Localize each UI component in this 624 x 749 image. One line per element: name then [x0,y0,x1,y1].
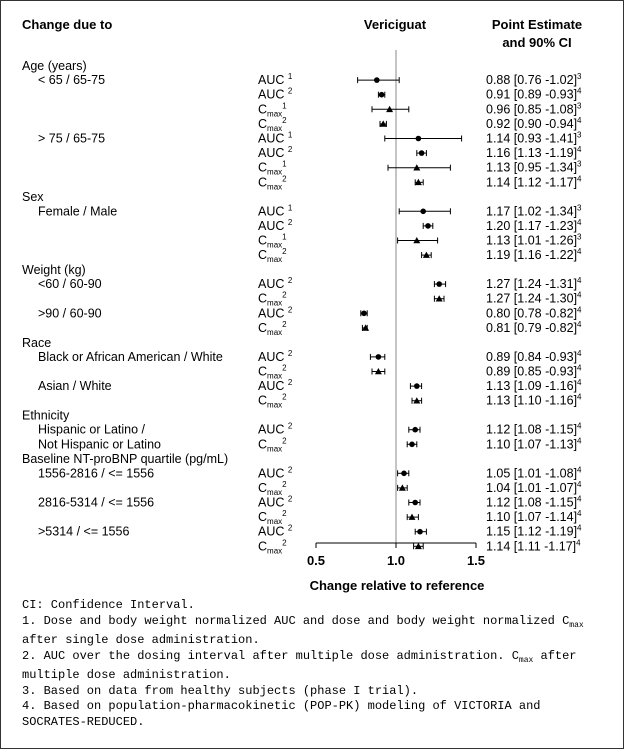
estimate-text: 0.91 [0.89 -0.93]$^4$ [486,86,582,102]
subgroup-label: >90 / 60-90 [38,306,102,321]
metric-label: $C_{max}^2$ [258,174,287,192]
point-estimate-dot [409,442,415,448]
group-label: Weight (kg) [22,263,86,277]
estimate-text: 0.88 [0.76 -1.02]$^3$ [486,72,582,88]
footnotes [22,598,612,730]
footnote-4: 4. Based on population-pharmacokinetic (POP-PK) modeling of VICTORIA and SOCRATES-REDUCED. [22,699,548,729]
x-tick-label: 1.5 [466,553,486,568]
point-estimate-dot [361,311,367,317]
subgroup-label-2: Not Hispanic or Latino [38,437,161,452]
metric-label: $C_{max}^2$ [258,538,287,556]
point-estimate-dot [374,77,380,83]
metric-label: AUC $^2$ [258,217,293,233]
point-estimate-dot [419,150,425,156]
header-change-due-to: Change due to [22,17,113,32]
estimate-text: 1.10 [1.07 -1.13]$^4$ [486,436,582,452]
estimate-text: 1.16 [1.13 -1.19]$^4$ [486,145,582,161]
estimate-text: 1.13 [0.95 -1.34]$^3$ [486,159,582,175]
point-estimate-dot [417,529,423,535]
metric-label: AUC $^2$ [258,145,293,161]
group-label: Sex [22,190,44,205]
subgroup-label: <60 / 60-90 [38,277,102,292]
subgroup-label: > 75 / 65-75 [38,131,106,146]
estimate-text: 1.14 [1.12 -1.17]$^4$ [486,174,582,190]
estimate-text: 1.12 [1.08 -1.15]$^4$ [486,421,582,437]
header-vericiguat: Vericiguat [363,17,427,32]
metric-label: AUC $^2$ [258,305,293,321]
metric-label: $C_{max}^2$ [258,319,287,337]
estimate-text: 0.92 [0.90 -0.94]$^4$ [486,115,582,131]
footnote-ci: CI: Confidence Interval. [22,598,195,612]
metric-label: $C_{max}^2$ [258,247,287,265]
estimate-text: 0.89 [0.85 -0.93]$^4$ [486,363,582,379]
subgroup-label: 1556-2816 / <= 1556 [38,466,155,481]
estimate-text: 1.13 [1.01 -1.26]$^3$ [486,232,582,248]
subgroup-label: Hispanic or Latino / [38,422,146,437]
estimate-text: 1.14 [1.11 -1.17]$^4$ [486,538,581,554]
metric-label: $C_{max}^2$ [258,115,287,133]
estimate-text: 1.04 [1.01 -1.07]$^4$ [486,479,582,495]
x-tick-label: 1.0 [386,553,406,568]
metric-label: $C_{max}^2$ [258,363,287,381]
metric-label: AUC $^2$ [258,421,293,437]
estimate-text: 1.10 [1.07 -1.14]$^4$ [486,509,582,525]
group-label: Race [22,335,52,350]
estimate-text: 1.17 [1.02 -1.34]$^3$ [486,203,582,219]
point-estimate-dot [412,427,418,433]
metric-label: AUC $^2$ [258,523,293,539]
estimate-text: 0.96 [0.85 -1.08]$^3$ [486,101,582,117]
point-estimate-dot [425,223,431,229]
subgroup-label: Female / Male [38,204,118,219]
metric-label: AUC $^1$ [258,72,293,88]
subgroup-label: 2816-5314 / <= 1556 [38,495,155,510]
metric-label: $C_{max}^1$ [258,101,287,119]
metric-label: AUC $^2$ [258,276,293,292]
metric-label: $C_{max}^2$ [258,479,287,497]
estimate-text: 0.81 [0.79 -0.82]$^4$ [486,319,582,335]
footnote-2: 2. AUC over the dosing interval after multiple dose administration. $C_{max}$ after multiple dose administration. [22,648,584,682]
estimate-text: 1.14 [0.93 -1.41]$^3$ [486,130,582,146]
metric-label: AUC $^2$ [258,348,293,364]
metric-label: $C_{max}^2$ [258,290,287,308]
metric-label: $C_{max}^1$ [258,159,287,177]
x-axis-label: Change relative to reference [309,578,485,593]
estimate-text: 1.13 [1.10 -1.16]$^4$ [486,392,582,408]
header-ci: and 90% CI [502,35,572,50]
point-estimate-dot [412,500,418,506]
estimate-text: 1.05 [1.01 -1.08]$^4$ [486,465,582,481]
metric-label: AUC $^2$ [258,86,293,102]
estimate-text: 1.15 [1.12 -1.19]$^4$ [486,523,582,539]
point-estimate-dot [376,354,382,360]
point-estimate-dot [414,383,420,389]
group-label: Ethnicity [22,408,70,423]
footnote-3: 3. Based on data from healthy subjects (phase I trial). [22,683,419,698]
metric-label: AUC $^2$ [258,378,293,394]
estimate-text: 1.12 [1.08 -1.15]$^4$ [486,494,582,510]
subgroup-label: Asian / White [38,379,112,394]
point-estimate-dot [401,471,407,477]
point-estimate-dot [420,209,426,215]
estimate-text: 1.19 [1.16 -1.22]$^4$ [486,247,582,263]
metric-label: AUC $^2$ [258,465,293,481]
plot-area [22,50,582,568]
metric-label: $C_{max}^2$ [258,436,287,454]
metric-label: $C_{max}^2$ [258,392,287,410]
x-tick-label: 0.5 [306,553,326,568]
estimate-text: 1.27 [1.24 -1.31]$^4$ [486,276,582,292]
estimate-text: 1.27 [1.24 -1.30]$^4$ [486,290,582,306]
point-estimate-dot [416,136,422,142]
group-label: Age (years) [22,59,87,73]
metric-label: AUC $^1$ [258,203,293,219]
estimate-text: 1.13 [1.09 -1.16]$^4$ [486,378,582,394]
estimate-text: 0.89 [0.84 -0.93]$^4$ [486,348,582,364]
group-label: Baseline NT-proBNP quartile (pg/mL) [22,452,229,467]
point-estimate-dot [379,92,385,98]
subgroup-label: Black or African American / White [38,349,223,364]
metric-label: AUC $^2$ [258,494,293,510]
estimate-text: 0.80 [0.78 -0.82]$^4$ [486,305,582,321]
metric-label: AUC $^1$ [258,130,293,146]
header-point-estimate: Point Estimate [491,17,583,32]
subgroup-label: < 65 / 65-75 [38,73,106,88]
footnote-1: 1. Dose and body weight normalized AUC and dose and body weight normalized $C_{max}$ after single dose administration. [22,613,591,647]
point-estimate-dot [436,281,442,287]
subgroup-label: >5314 / <= 1556 [38,524,130,539]
metric-label: $C_{max}^2$ [258,509,287,527]
estimate-text: 1.20 [1.17 -1.23]$^4$ [486,217,582,233]
metric-label: $C_{max}^1$ [258,232,287,250]
